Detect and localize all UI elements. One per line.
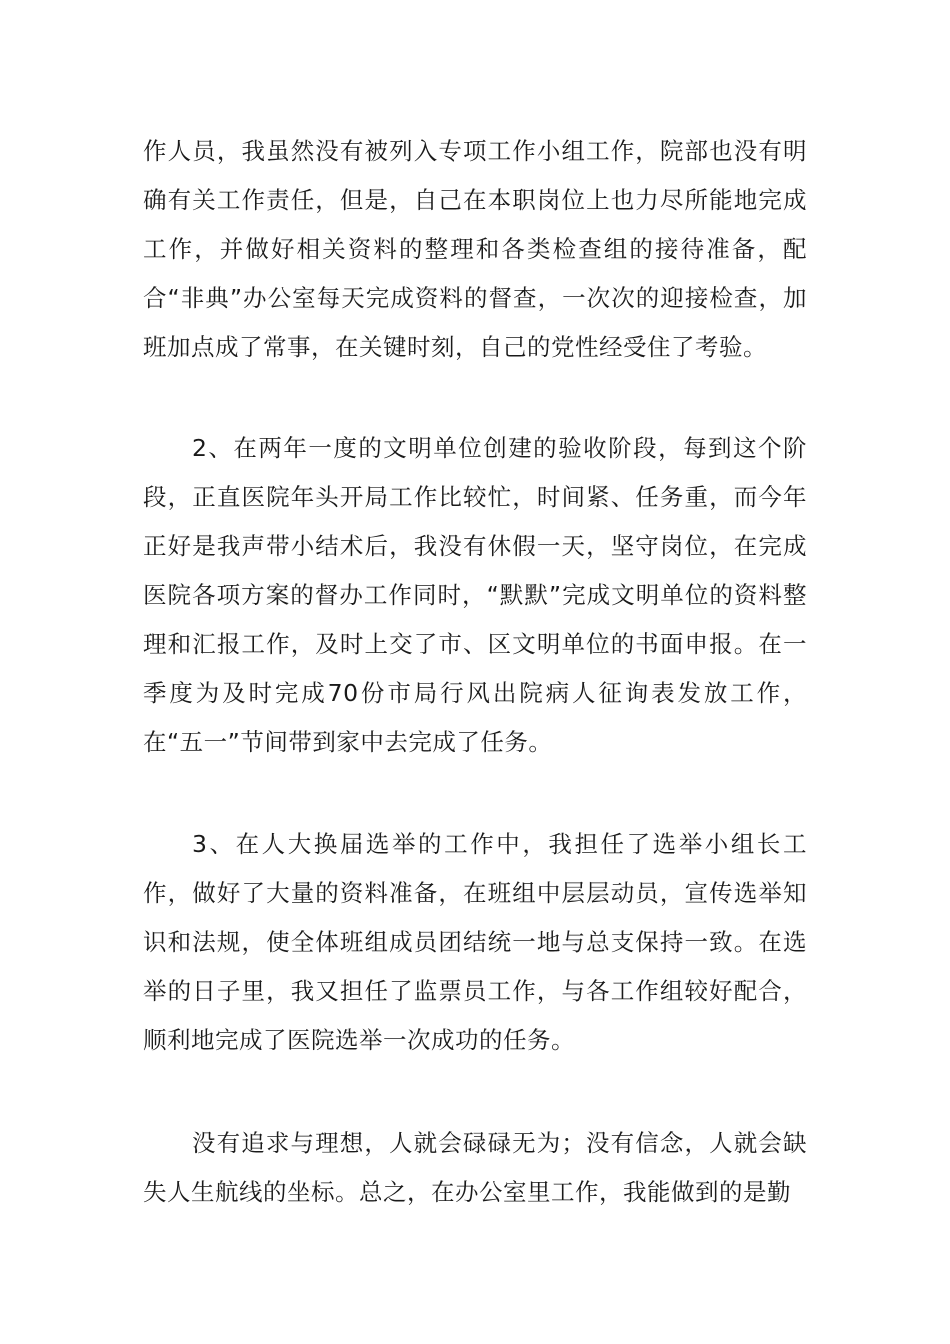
paragraph-summary: 没有追求与理想，人就会碌碌无为；没有信念，人就会缺失人生航线的坐标。总之，在办公室里工作，我能做到的是勤 [143, 1129, 807, 1206]
paragraph-item-3: 3、在人大换届选举的工作中，我担任了选举小组长工作，做好了大量的资料准备，在班组中层层动员，宣传选举知识和法规，使全体班组成员团结统一地与总支保持一致。在选举的日子里，我又担任了监票员工作，与各工作组较好配合，顺利地完成了医院选举一次成功的任务。 [143, 830, 807, 1054]
paragraph-item-2: 2、在两年一度的文明单位创建的验收阶段，每到这个阶段，正直医院年头开局工作比较忙，时间紧、任务重，而今年正好是我声带小结术后，我没有休假一天，坚守岗位，在完成医院各项方案的督办工作同时，“默默”完成文明单位的资料整理和汇报工作，及时上交了市、区文明单位的书面申报。在一季度为及时完成70份市局行风出院病人征询表发放工作，在“五一”节间带到家中去完成了任务。 [143, 434, 807, 756]
paragraph-continuation: 作人员，我虽然没有被列入专项工作小组工作，院部也没有明确有关工作责任，但是，自己在本职岗位上也力尽所能地完成工作，并做好相关资料的整理和各类检查组的接待准备，配合“非典”办公室每天完成资料的督查，一次次的迎接检查，加班加点成了常事，在关键时刻，自己的党性经受住了考验。 [143, 137, 807, 361]
